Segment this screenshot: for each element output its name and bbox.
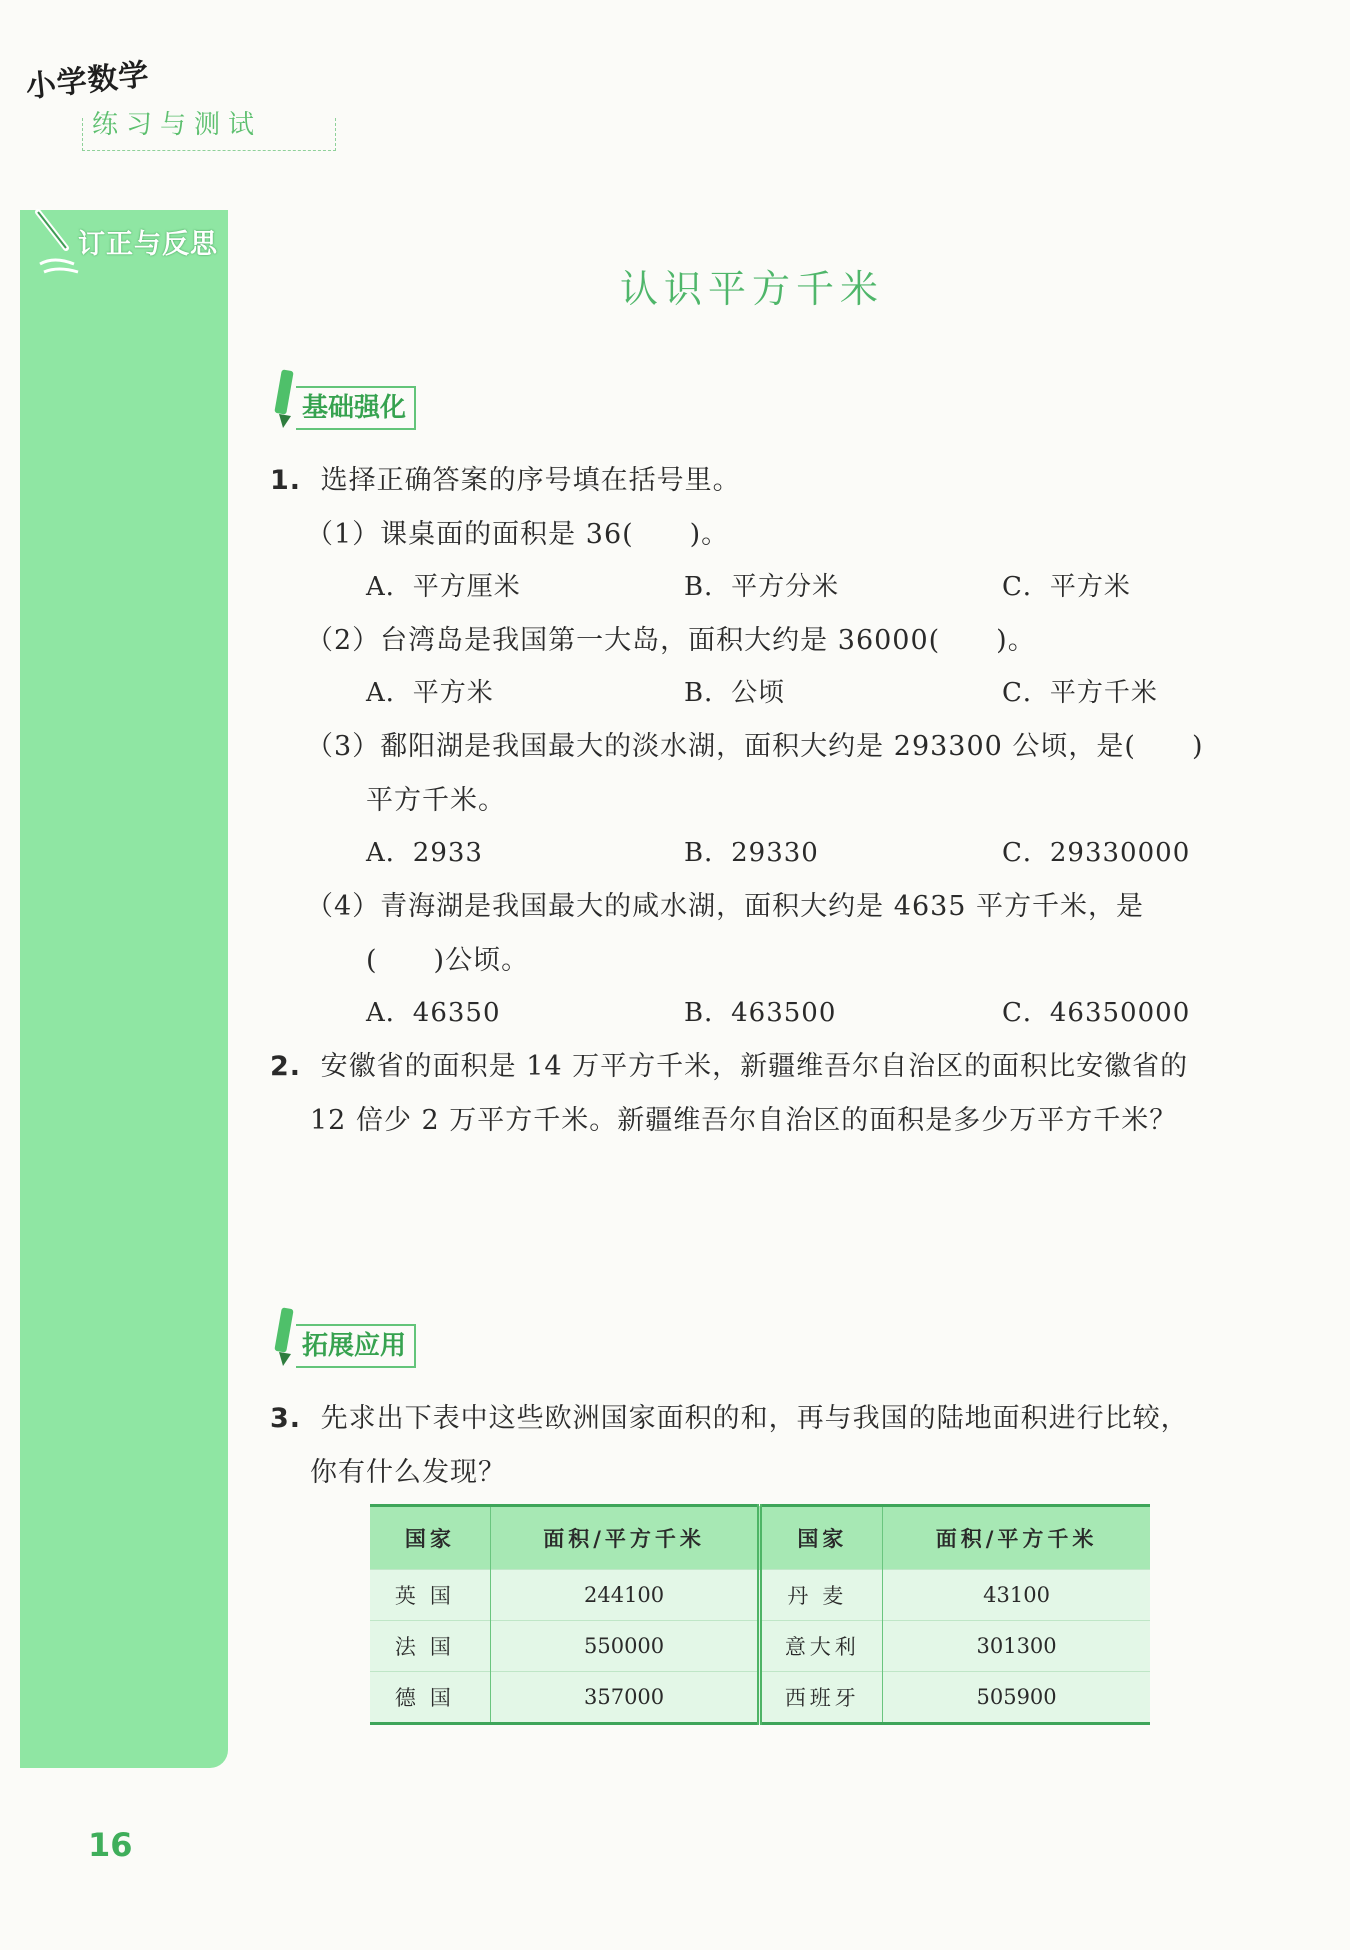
table-cell: 244100 bbox=[490, 1570, 760, 1621]
sub-question-2: （2）台湾岛是我国第一大岛，面积大约是 36000( )。 bbox=[306, 625, 1036, 656]
option-c: C．46350000 bbox=[1002, 998, 1191, 1028]
sub-question-4: （4）青海湖是我国最大的咸水湖，面积大约是 4635 平方千米，是 bbox=[306, 891, 1145, 922]
option-a: A．平方米 bbox=[366, 678, 494, 708]
sub-question-3-cont: 平方千米。 bbox=[366, 785, 506, 816]
column-header: 面积/平方千米 bbox=[490, 1506, 760, 1570]
sub-question-3: （3）鄱阳湖是我国最大的淡水湖，面积大约是 293300 公顷，是( ) bbox=[306, 731, 1204, 762]
table-cell: 德国 bbox=[370, 1672, 490, 1724]
page-number: 16 bbox=[88, 1826, 133, 1864]
option-a: A．2933 bbox=[366, 838, 483, 868]
brand-subtitle: 练习与测试 bbox=[92, 110, 263, 140]
question-3 bbox=[270, 1396, 1189, 1435]
question-line: 12 倍少 2 万平方千米。新疆维吾尔自治区的面积是多少万平方千米？ bbox=[310, 1105, 1178, 1136]
section-header-extend: 拓展应用 bbox=[296, 1324, 416, 1368]
option-c: C．平方米 bbox=[1002, 572, 1131, 602]
column-header: 面积/平方千米 bbox=[883, 1506, 1150, 1570]
pencil-icon bbox=[270, 1306, 296, 1368]
option-c: C．29330000 bbox=[1002, 838, 1191, 868]
column-header: 国家 bbox=[370, 1506, 490, 1570]
page-title: 认识平方千米 bbox=[620, 267, 885, 311]
option-a: A．46350 bbox=[366, 998, 501, 1028]
question-line: 安徽省的面积是 14 万平方千米，新疆维吾尔自治区的面积比安徽省的 bbox=[320, 1051, 1189, 1082]
pencil-icon bbox=[270, 368, 296, 430]
question-line: 先求出下表中这些欧洲国家面积的和，再与我国的陆地面积进行比较， bbox=[320, 1403, 1189, 1434]
table-cell: 357000 bbox=[490, 1672, 760, 1724]
option-a: A．平方厘米 bbox=[366, 572, 521, 602]
pencil-icon bbox=[30, 208, 84, 278]
option-b: B．公顷 bbox=[684, 678, 786, 708]
question-number: 3. bbox=[270, 1403, 302, 1434]
option-c: C．平方千米 bbox=[1002, 678, 1158, 708]
option-b: B．平方分米 bbox=[684, 572, 840, 602]
table-cell: 43100 bbox=[883, 1570, 1150, 1621]
area-table bbox=[370, 1504, 1150, 1725]
table-row bbox=[370, 1570, 1150, 1621]
question-1 bbox=[270, 458, 741, 497]
question-number: 1. bbox=[270, 465, 302, 496]
sub-question-1: （1）课桌面的面积是 36( )。 bbox=[306, 519, 730, 550]
sub-question-4-cont: ( )公顷。 bbox=[366, 945, 530, 976]
section-header-basic: 基础强化 bbox=[296, 386, 416, 430]
table-cell: 法国 bbox=[370, 1621, 490, 1672]
sidebar-panel bbox=[20, 210, 228, 1768]
table-cell: 550000 bbox=[490, 1621, 760, 1672]
table-header-row bbox=[370, 1506, 1150, 1570]
sidebar-label: 订正与反思 bbox=[78, 229, 218, 260]
table-cell: 301300 bbox=[883, 1621, 1150, 1672]
brand-title: 小学数学 bbox=[24, 57, 152, 106]
table-cell: 西班牙 bbox=[760, 1672, 883, 1724]
question-line: 你有什么发现？ bbox=[310, 1457, 506, 1488]
question-stem: 选择正确答案的序号填在括号里。 bbox=[320, 465, 741, 496]
table-row bbox=[370, 1621, 1150, 1672]
option-b: B．463500 bbox=[684, 998, 837, 1028]
table-cell: 505900 bbox=[883, 1672, 1150, 1724]
table-cell: 丹麦 bbox=[760, 1570, 883, 1621]
option-b: B．29330 bbox=[684, 838, 819, 868]
table-cell: 意大利 bbox=[760, 1621, 883, 1672]
table-row bbox=[370, 1672, 1150, 1724]
table-cell: 英国 bbox=[370, 1570, 490, 1621]
question-2 bbox=[270, 1044, 1188, 1083]
column-header: 国家 bbox=[760, 1506, 883, 1570]
question-number: 2. bbox=[270, 1051, 302, 1082]
